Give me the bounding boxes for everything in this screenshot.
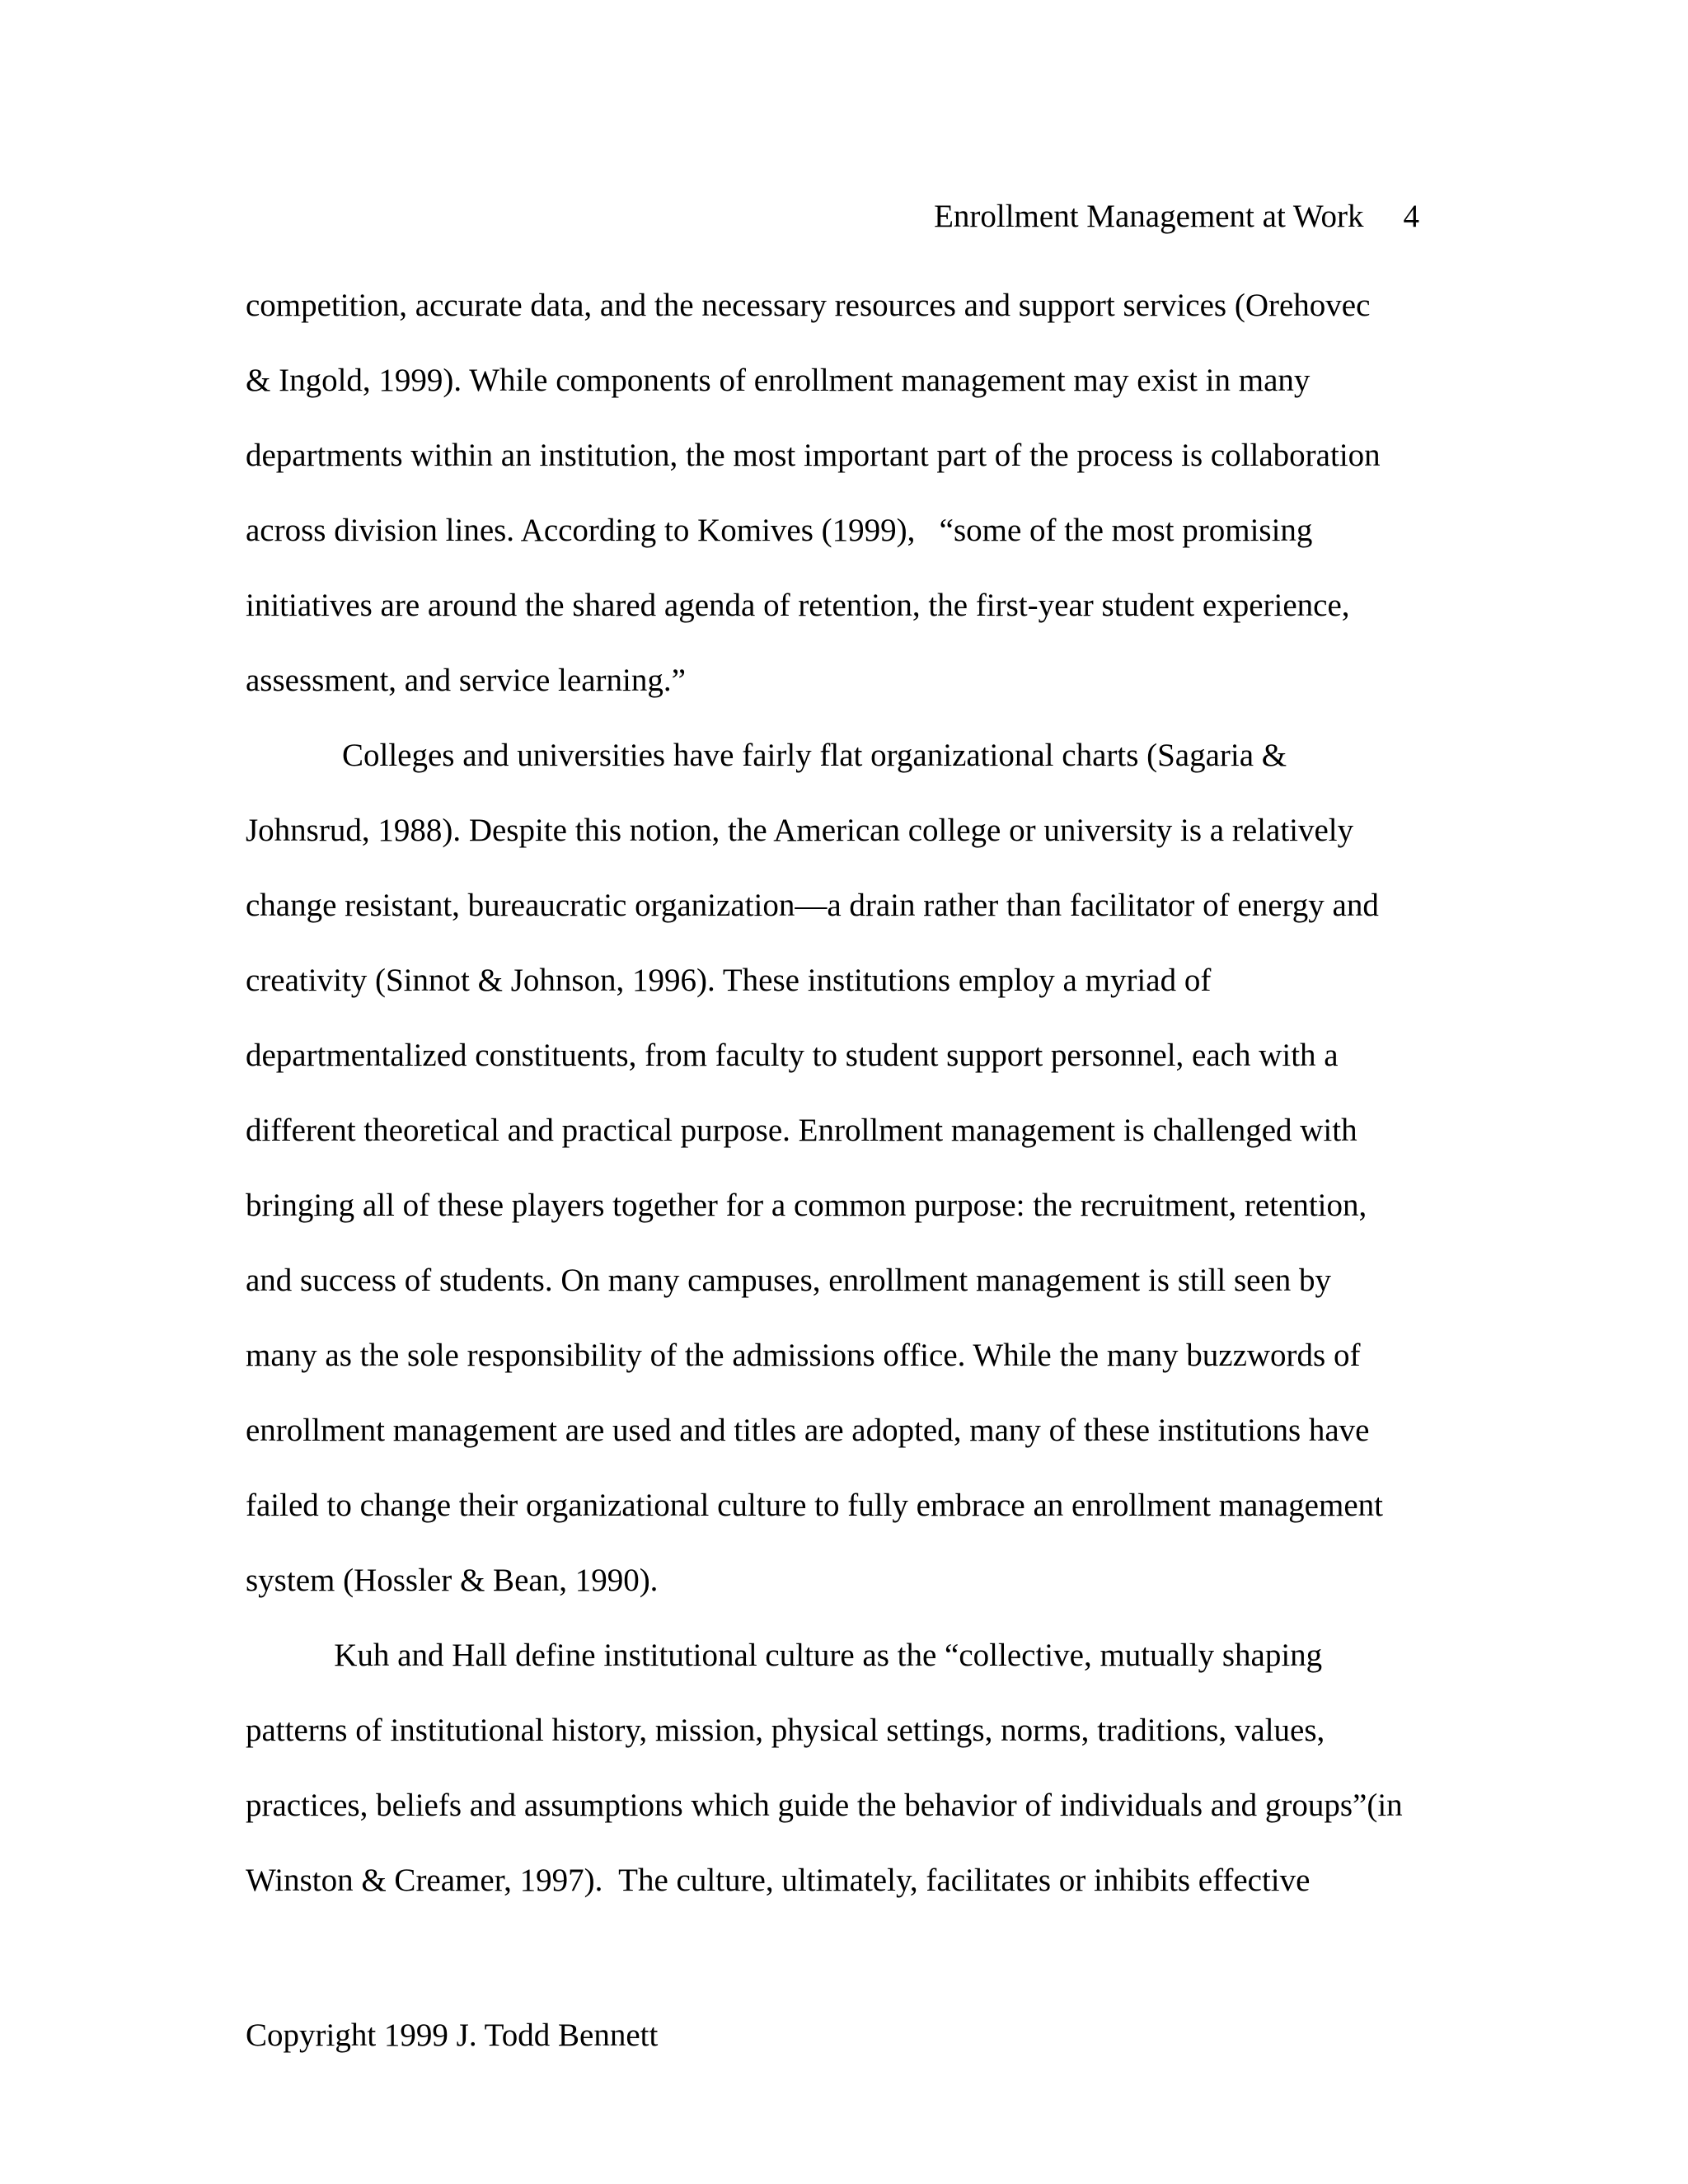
running-head [934, 195, 1419, 238]
text-line: failed to change their organizational culture to fully embrace an enrollment management [246, 1488, 1383, 1523]
text-line: assessment, and service learning.” [246, 663, 686, 698]
text-line: practices, beliefs and assumptions which guide the behavior of individuals and groups”(in [246, 1788, 1403, 1823]
text-line: departments within an institution, the most important part of the process is collaboration [246, 438, 1381, 473]
text-line: competition, accurate data, and the necessary resources and support services (Orehovec [246, 288, 1371, 323]
text-line: Winston & Creamer, 1997). The culture, ultimately, facilitates or inhibits effective [246, 1863, 1311, 1898]
text-line: change resistant, bureaucratic organization—a drain rather than facilitator of energy and [246, 888, 1379, 923]
text-line: Colleges and universities have fairly flat organizational charts (Sagaria & [246, 738, 1287, 773]
text-line: many as the sole responsibility of the admissions office. While the many buzzwords of [246, 1338, 1361, 1373]
text-line: patterns of institutional history, mission, physical settings, norms, traditions, values, [246, 1713, 1325, 1748]
text-line: Kuh and Hall define institutional culture as the “collective, mutually shaping [246, 1638, 1323, 1673]
text-line: Johnsrud, 1988). Despite this notion, the American college or university is a relatively [246, 813, 1354, 848]
page-number: 4 [1403, 199, 1419, 234]
text-line: departmentalized constituents, from faculty to student support personnel, each with a [246, 1038, 1339, 1073]
running-title: Enrollment Management at Work [934, 199, 1364, 234]
text-line: across division lines. According to Komives (1999), “some of the most promising [246, 513, 1313, 548]
text-line: initiatives are around the shared agenda of retention, the first-year student experience, [246, 588, 1350, 623]
text-line: creativity (Sinnot & Johnson, 1996). These institutions employ a myriad of [246, 963, 1212, 998]
copyright-footer: Copyright 1999 J. Todd Bennett [246, 2018, 659, 2053]
body-text [246, 268, 1424, 1918]
text-line: system (Hossler & Bean, 1990). [246, 1563, 659, 1598]
text-line: and success of students. On many campuses, enrollment management is still seen by [246, 1263, 1332, 1298]
text-line: bringing all of these players together for a common purpose: the recruitment, retention, [246, 1188, 1367, 1223]
text-line: different theoretical and practical purpose. Enrollment management is challenged with [246, 1113, 1357, 1148]
text-line: enrollment management are used and titles are adopted, many of these institutions have [246, 1413, 1370, 1448]
text-line: & Ingold, 1999). While components of enrollment management may exist in many [246, 363, 1311, 398]
